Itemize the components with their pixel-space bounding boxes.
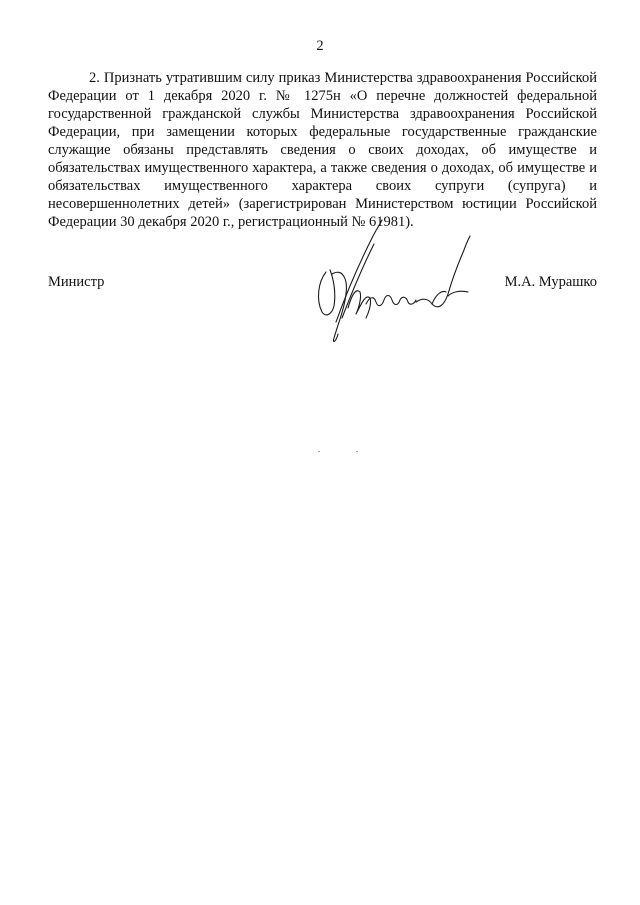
signer-title: Министр — [48, 274, 105, 290]
page-number: 2 — [316, 38, 324, 54]
handwritten-signature-icon — [312, 214, 477, 349]
body-paragraph: 2. Признать утратившим силу приказ Министерства здравоохранения Российской Федерации от 1 декабря 2020 г. № 1275н «О перечне должностей федеральной государственной гражданской службы Министерства здравоохранения Российской Федерации, при замещении которых федеральные государственные гражданские служащие обязаны представлять сведения о своих доходах, об имуществе и обязательствах имущественного характера, а также сведения о доходах, об имуществе и обязательствах имущественного характера своих супруги (супруга) и несовершеннолетних детей» (зарегистрирован Министерством юстиции Российской Федерации 30 декабря 2020 г., регистрационный № 61981). — [48, 70, 597, 230]
signature-stroke-sweep — [448, 291, 468, 296]
signature-stroke-tail — [416, 236, 470, 307]
signature-stroke-waves — [366, 296, 416, 306]
scan-speck — [356, 451, 358, 452]
scan-speck — [318, 451, 320, 452]
signer-name: М.А. Мурашко — [504, 274, 597, 290]
signature-stroke-loop — [319, 270, 335, 315]
signature-stroke-upstroke-2 — [342, 244, 374, 318]
